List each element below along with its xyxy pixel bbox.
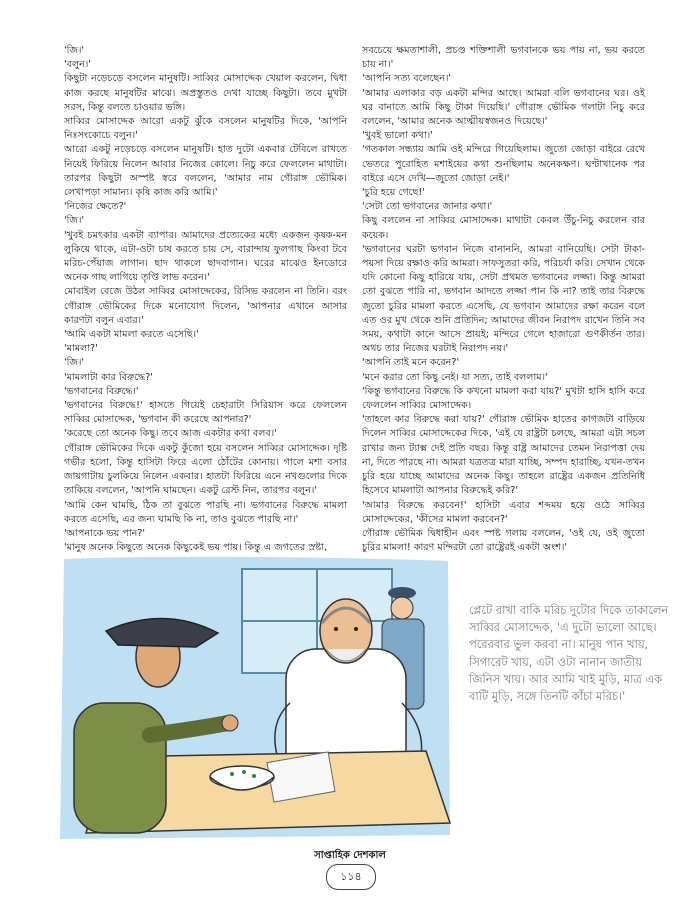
paragraph: 'চুরি হয়ে গেছে!' [362,187,425,199]
paragraph: সবচেয়ে ক্ষমতাশালী, প্রচণ্ড শক্তিশালী ভগবানকে ভয় পায় না, ভয় করতে চায় না।' [362,45,645,71]
paragraph: 'মামলাটা কার বিরুদ্ধে?' [64,371,153,383]
paragraph: 'মামলা?' [64,343,98,355]
paragraph: 'জি।' [64,45,85,56]
paragraph: 'বলুন।' [64,59,91,71]
paragraph: 'খুবই ভালো কথা।' [362,130,433,142]
paragraph: মোবাইল বেজে উঠল সাব্বির মোসাদ্দেকের, রিসিভ করলেন না তিনি। বরং গৌরাঙ্গ ভৌমিকের দিকে মনোযোগ দিলেন, 'আপনার এখানে আসার কারণটা বলুন এবার।' [64,286,347,326]
story-illustration [46,553,456,843]
paragraph: 'মনে করার তো কিছু নেই। যা সত্য, তাই বললাম।' [362,371,548,383]
paragraph: 'ভগবানের বিরুদ্ধে!' হাসতে গিয়েই চেহারাটা সিরিয়াস করে ফেললেন সাব্বির মোসাদ্দেক, 'ভগবান কী করেছে আপনার?' [64,400,347,426]
paragraph: 'করেছে তো অনেক কিছু। তবে আজ একটার কথা বলব।' [64,428,277,440]
paragraph: গৌরাঙ্গ ভৌমিক দ্বিধাহীন এবং স্পষ্ট গলায় বললেন, 'ওই যে, ওই জুতো চুরির মামলা! কারণ মন্দিরটা তো রাষ্ট্রেরই একটা অংশ।' [362,527,645,554]
paragraph: 'মানুষ অনেক কিছুতে অনেক কিছুকেই ভয় পায়। কিন্তু এ জগতের স্রষ্টা, [64,542,328,554]
paragraph: 'জি।' [64,215,85,227]
paragraph: 'আপনি সত্য বলেছেন।' [362,73,452,85]
paragraph: 'গতকাল সন্ধ্যায় আমি ওই মন্দিরে গিয়েছিলাম। জুতো জোড়া বাইরে রেখে ভেতরে পুরোহিত মশাইয়ের কথা শুনছিলাম অনেকক্ষণ। ঘণ্টাখানেক পর বাইরে এসে দেখি—জুতো জোড়া নেই।' [362,144,645,184]
paragraph: গৌরাঙ্গ ভৌমিকের দিকে একটু কুঁজো হয়ে বসলেন সাব্বির মোসাদ্দেক। দৃষ্টি গভীর হলো, কিন্তু হাসিটা ফিরে এলো ঠোঁটের কোনায়। গালে মশা বসার জায়গাটায় চুলকিয়ে নিলেন একবার। হাতটা ফিরিয়ে এনে নখগুলোর দিকে তাকিয়ে বললেন, 'আপনি ঘামছেন। একটু রেস্ট নিন, তারপর বলুন।' [64,442,347,497]
paragraph: 'নিজের ক্ষেতে?' [64,201,127,213]
paragraph: 'তাহলে কার বিরুদ্ধে করা যায়?' গৌরাঙ্গ ভৌমিক হাতের কাগজটা বাড়িয়ে দিলেন সাব্বির মোসাদ্দেকের দিকে, 'এই যে রাষ্ট্রটা চলছে, আমরা এটা সচল রাখার জন্য ট্যাক্স দেই প্রতি বছর। কিন্তু রাষ্ট্র আমাদের তেমন নিরাপত্তা দেয় না, দিতে পারছে না। আমরা যত্রতত্র মারা যাচ্ছি, সম্পদ হারাচ্ছি, যখন-তখন চুরি হয়ে যাচ্ছে আমাদের অনেক কিছু। তাহলে রাষ্ট্রের একজন প্রতিনিধি হিসেবে মামলাটা আপনার বিরুদ্ধেই করি?' [362,414,645,497]
paragraph: সাব্বির মোসাদ্দেক আরো একটু ঝুঁকে বসলেন মানুষটির দিকে, 'আপনি নিঃসংকোচে বলুন।' [64,116,347,142]
paragraph: আরো একটু নড়েচড়ে বসলেন মানুষটি। হাত দুটো একবার টেবিলে রাখতে নিয়েই ফিরিয়ে নিলেন আবার নিজের কোলে। নিচু করে ফেললেন মাথাটা। তারপর কিছুটা অস্পষ্ট স্বরে বললেন, 'আমার নাম গৌরাঙ্গ ভৌমিক। লেখাপড়া সামান্য। কৃষি কাজ করি আমি।' [64,144,347,199]
paragraph: 'ভগবানের বিরুদ্ধে।' [64,385,139,397]
page-number-badge: ১১৪ [326,864,376,890]
illustration-drawing [46,553,456,843]
paragraph: 'খুবই চমৎকার একটা ব্যাপার। আমাদের প্রত্যেকের মধ্যে একজন কৃষক-মন লুকিয়ে থাকে, এটা-ওটা চাষ করতে চায় সে, বারান্দায় ফুলগাছ কিংবা টবে মরিচ-পেঁয়াজ লাগান। ছাদ থাকলে ছাদবাগান। ঘরের মাঝেও ইনডোরে অনেক গাছ লাগিয়ে তৃপ্তি লাভ করেন।' [64,229,347,284]
paragraph: কিছু বললেন না সাব্বির মোসাদ্দেক। মাথাটা কেবল উঁচু-নিচু করলেন বার কয়েক। [362,215,645,241]
right-text-column [362,44,645,555]
magazine-footer-title: সাপ্তাহিক দেশকাল [314,850,386,861]
paragraph: 'আপনাকে ভয় পান?' [64,527,146,539]
paragraph: 'আমি কেন ঘামছি, ঠিক তা বুঝতে পারছি না। ভগবানের বিরুদ্ধে মামলা করতে এসেছি, এর জন্য ঘামছি কি না, তাও বুঝতে পারছি না।' [64,499,347,525]
paragraph: 'আমার বিরুদ্ধে করবেন!' হাসিটা এবার শব্দময় হয়ে ওঠে সাব্বির মোসাদ্দেকের, 'কীসের মামলা করবেন?' [362,499,645,525]
paragraph: 'সেটা তো ভগবানের জানার কথা।' [362,201,493,213]
paragraph: 'ভগবানের ঘরটা ভগবান নিজে বানাননি, আমরা বানিয়েছি। সেটা টাকা-পয়সা দিয়ে রক্ষাও করি আমরা। সাফসুতরা করি, পরিচর্যা করি। সেখান থেকে যদি কোনো কিছু হারিয়ে যায়, সেটা প্রথমত ভগবানের লজ্জা। কিন্তু আমরা তো বুঝতে পারি না, ভগবান আদতে লজ্জা পান কি না? তাই তার বিরুদ্ধে জুতো চুরির মামলা করতে এসেছি, যে ভগবান আমাদের রক্ষা করেন বলে এত ওর মুখ থেকে শুনি প্রতিদিন; আমাদের জীবন নিরাপদ রাখেন তিনি সব সময়, কথাটা কানে আসে প্রায়ই; মন্দিরে গেলে হাজারো গুণকীর্তন তার। অথচ তার নিজের ঘরটাই নিরাপদ নয়।' [362,243,645,355]
paragraph: 'আপনি তাই মনে করেন?' [362,357,460,369]
paragraph: 'আমি একটা মামলা করতে এসেছি।' [64,329,199,341]
paragraph: কিছুটা নড়েচড়ে বসলেন মানুষটি। সাব্বির মোসাদ্দেক খেয়াল করলেন, দ্বিধা কাজ করছে মানুষটির মাঝে। অপ্রস্তুতও দেখা যাচ্ছে কিছুটা। তবে মুখটা সরস, কিন্তু বলতে চাওয়ার ভঙ্গি। [64,73,347,113]
paragraph: 'কিন্তু ভগবানের বিরুদ্ধে কি কখনো মামলা করা যায়?' মুখটা হাসি হাসি করে ফেললেন সাব্বির মোসাদ্দেক। [362,385,645,412]
left-text-column [64,44,347,555]
pull-quote: প্লেটে রাখা বাকি মরিচ দুটোর দিকে তাকালেন সাব্বির মোসাদ্দেক, 'এ দুটো ভালো আছে। পরেরবার ভুল করবা না। মানুষ পান খায়, সিগারেট খায়, এটা ওটা নানান জাতীয় জিনিস খায়। আর আমি খাই মুড়ি, মাত্র এক বাটি মুড়ি, সঙ্গে তিনটি কাঁচা মরিচ।' [469,603,669,704]
paragraph: 'জি।' [64,357,85,369]
paragraph: 'আমার এলাকার বড় একটা মন্দির আছে। আমরা বলি ভগবানের ঘর। ওই ঘর বানাতে আমি কিছু টাকা দিয়েছি।' গৌরাঙ্গ ভৌমিক গলাটা নিচু করে বললেন, 'আমার অনেক আত্মীয়স্বজনও দিয়েছে।' [362,87,645,128]
